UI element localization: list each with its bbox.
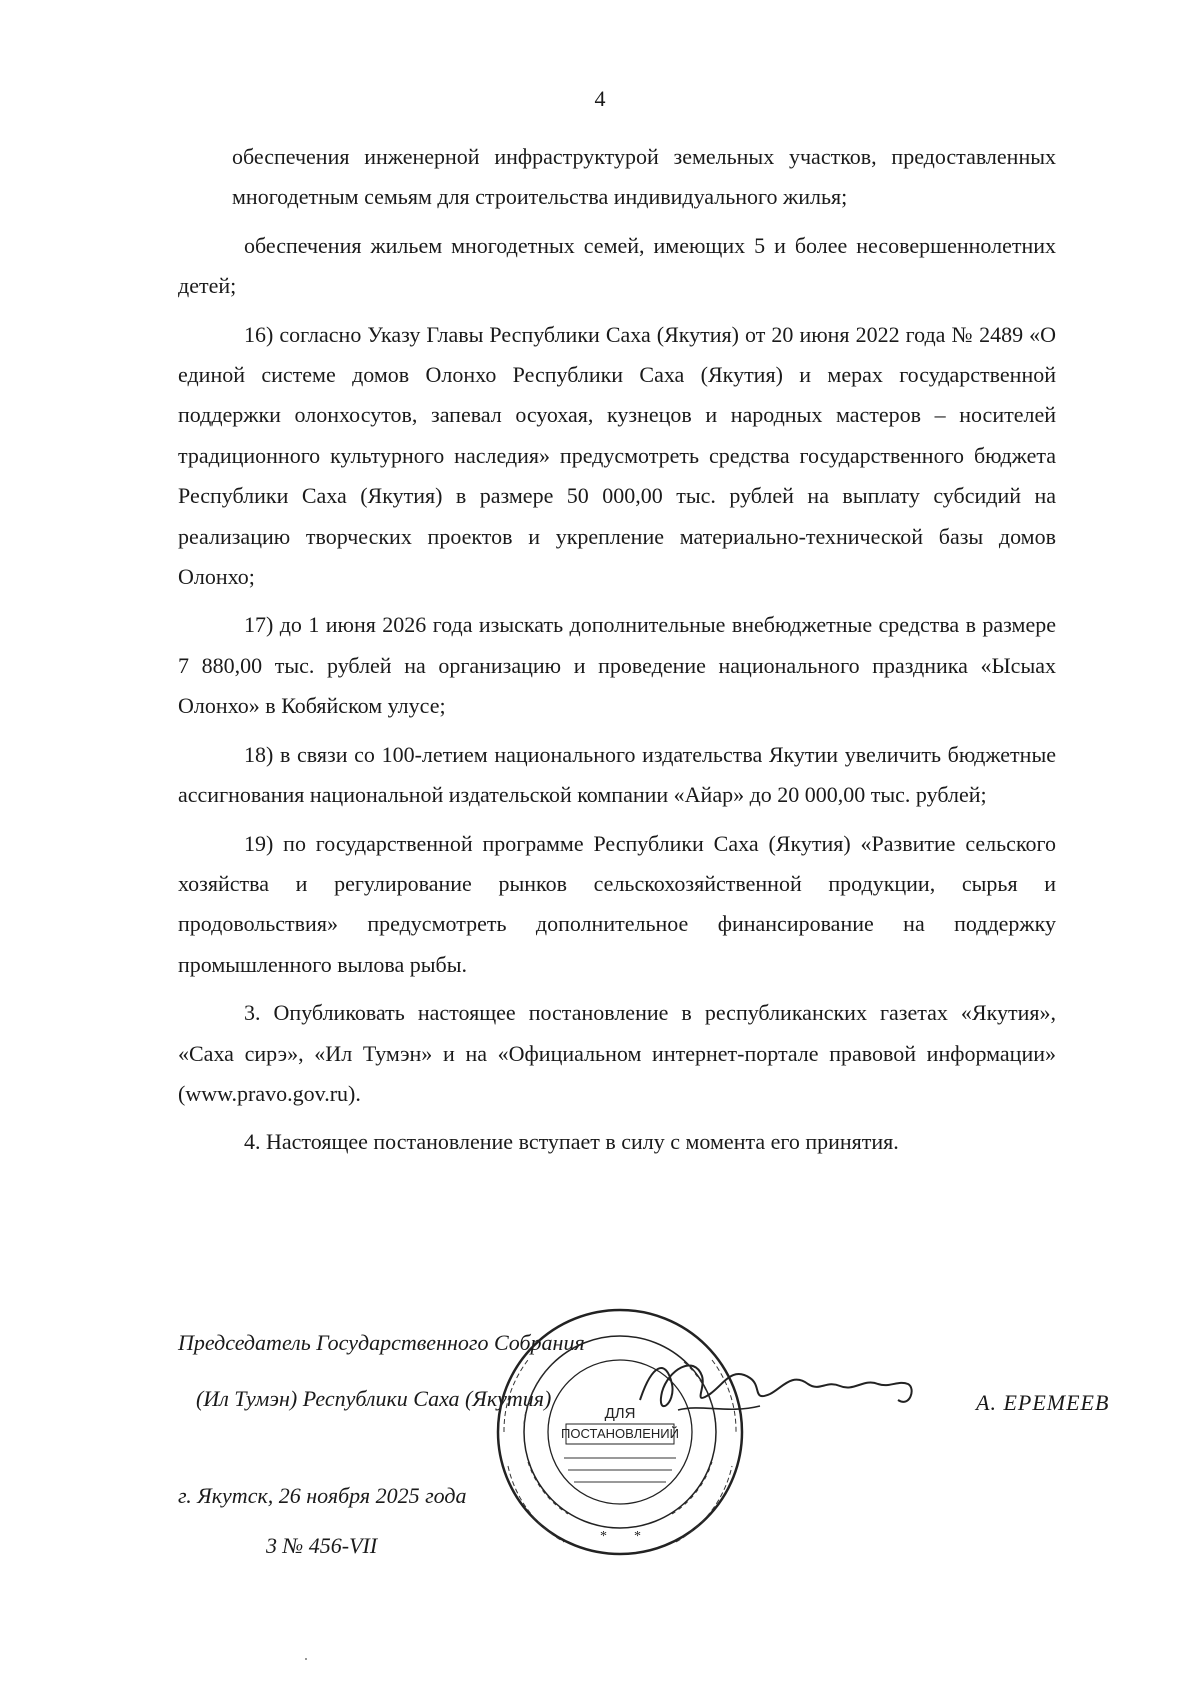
paragraph-19: 19) по государственной программе Республики Саха (Якутия) «Развитие сельского хозяйства и регулирование рынков сельскохозяйственной продукции, сырья и продовольствия» предусмотреть дополнительное финансирование на поддержку промышленного вылова рыбы. [178,830,1056,977]
paragraph-18: 18) в связи со 100-летием национального издательства Якутии увеличить бюджетные ассигнования национальной издательской компании «Айар» до 20 000,00 тыс. рублей; [178,741,1056,808]
signatory-title-line1: Председатель Государственного Собрания [178,1330,585,1355]
paragraph-1: обеспечения инженерной инфраструктурой земельных участков, предоставленных многодетным семьям для строительства индивидуального жилья; [232,144,1056,210]
star-icon: * [600,1529,607,1544]
page-number: 4 [594,86,606,111]
scan-speck [305,1658,307,1660]
paragraph-17: 17) до 1 июня 2026 года изыскать дополнительные внебюджетные средства в размере 7 880,00 тыс. рублей на организацию и проведение национального праздника «Ысыах Олонхо» в Кобяйском улусе; [178,612,1056,719]
handwritten-signature [632,1344,922,1426]
paragraph-2: обеспечения жильем многодетных семей, имеющих 5 и более несовершеннолетних детей; [178,232,1056,299]
paragraph-16: 16) согласно Указу Главы Республики Саха (Якутия) от 20 июня 2022 года № 2489 «О единой системе домов Олонхо Республики Саха (Якутия) и мерах государственной поддержки олонхосутов, запевал осуохая, кузнецов и народных мастеров – носителей традиционного культурного наследия» предусмотреть средства государственного бюджета Республики Саха (Якутия) в размере 50 000,00 тыс. рублей на выплату субсидий на реализацию творческих проектов и укрепление материально-технической базы домов Олонхо; [178,321,1056,590]
stamp-center-line1: ДЛЯ [604,1405,636,1422]
signatory-title-line2: (Ил Тумэн) Республики Саха (Якутия) [196,1386,552,1411]
signatory-name: А. ЕРЕМЕЕВ [976,1390,1110,1415]
document-number: 3 № 456-VII [266,1533,378,1558]
paragraph-publish: 3. Опубликовать настоящее постановление в республиканских газетах «Якутия», «Саха сирэ», «Ил Тумэн» и на «Официальном интернет-портале правовой информации» (www.pravo.gov.ru). [178,1000,1056,1106]
paragraph-effect: 4. Настоящее постановление вступает в силу с момента его принятия. [244,1129,899,1155]
star-icon: * [634,1529,641,1544]
stamp-center-line2: ПОСТАНОВЛЕНИЙ [561,1426,679,1441]
place-date: г. Якутск, 26 ноября 2025 года [178,1483,467,1508]
